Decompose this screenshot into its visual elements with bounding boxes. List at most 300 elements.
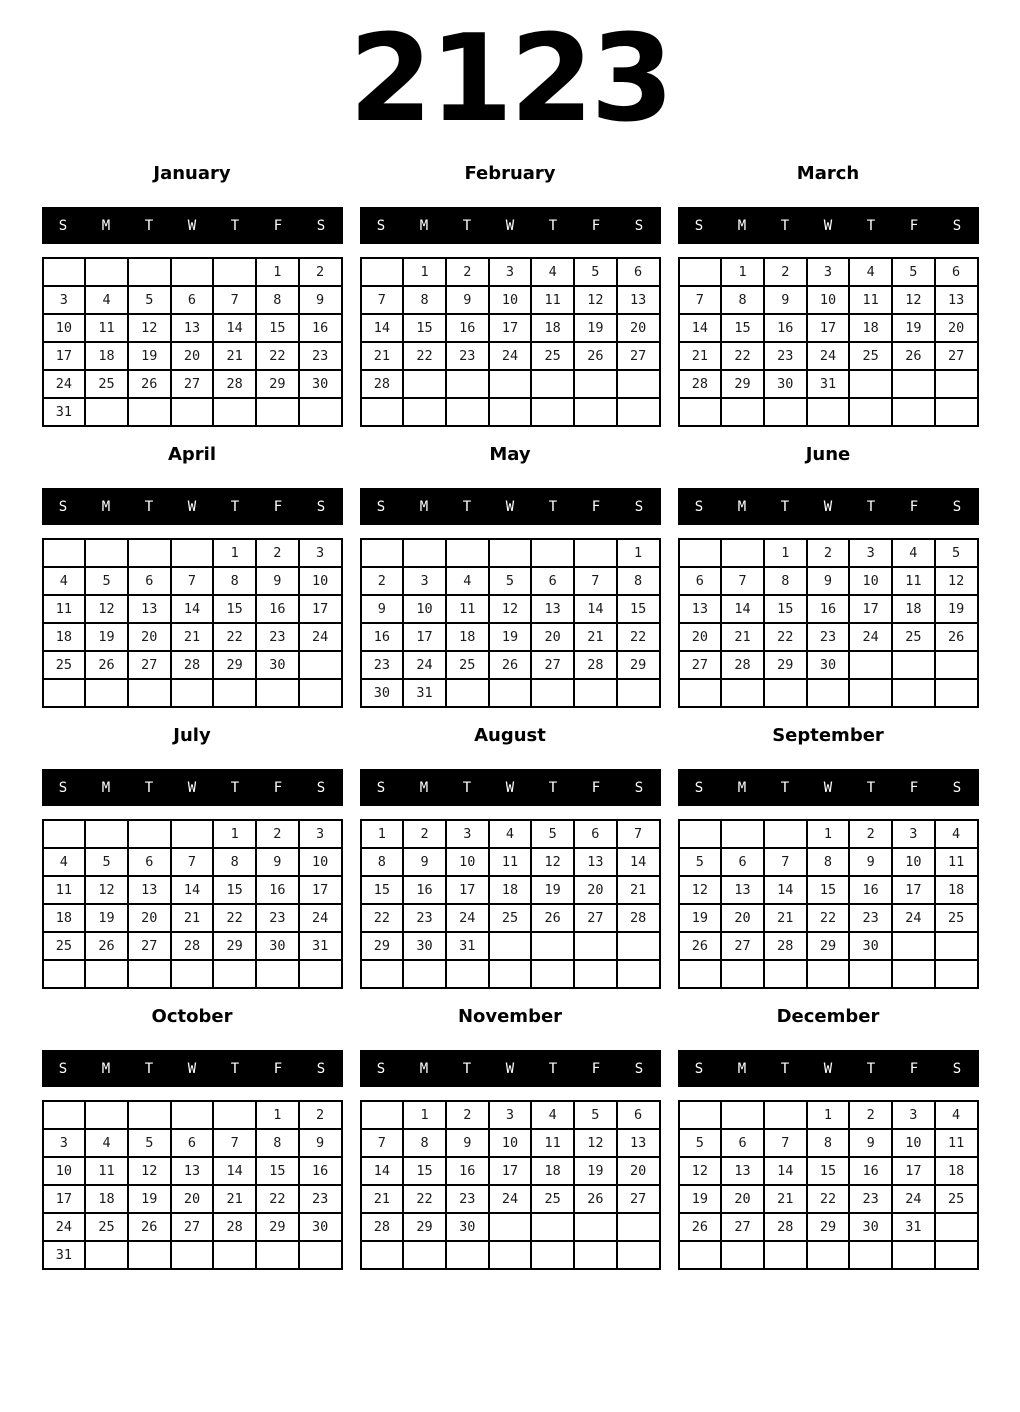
day-cell: 29	[764, 651, 807, 679]
day-cell: 7	[617, 820, 660, 848]
day-cell: 29	[807, 932, 850, 960]
empty-day-cell	[617, 1241, 660, 1269]
day-cell: 27	[171, 370, 214, 398]
week-row	[361, 286, 660, 314]
day-cell: 16	[849, 876, 892, 904]
day-cell: 23	[807, 623, 850, 651]
month-block	[360, 445, 661, 708]
day-cell: 22	[617, 623, 660, 651]
day-cell: 21	[361, 1185, 404, 1213]
day-cell: 7	[213, 286, 256, 314]
week-row	[43, 1213, 342, 1241]
day-cell: 2	[403, 820, 446, 848]
day-cell: 1	[403, 258, 446, 286]
day-cell: 2	[446, 1101, 489, 1129]
week-row	[679, 932, 978, 960]
empty-day-cell	[171, 820, 214, 848]
day-cell: 26	[892, 342, 935, 370]
empty-day-cell	[617, 679, 660, 707]
day-cell: 1	[807, 820, 850, 848]
day-cell: 31	[892, 1213, 935, 1241]
day-cell: 6	[531, 567, 574, 595]
empty-day-cell	[574, 960, 617, 988]
weekday-header-row	[360, 769, 661, 806]
week-row	[43, 1157, 342, 1185]
day-cell: 4	[935, 820, 978, 848]
day-cell: 15	[807, 876, 850, 904]
weekday-label: T	[462, 217, 472, 234]
week-row	[361, 314, 660, 342]
day-cell: 30	[256, 651, 299, 679]
empty-day-cell	[531, 1241, 574, 1269]
day-cell: 25	[849, 342, 892, 370]
weekday-label: W	[823, 1060, 833, 1077]
day-cell: 14	[171, 595, 214, 623]
day-cell: 23	[446, 342, 489, 370]
day-cell: 27	[679, 651, 722, 679]
week-row	[361, 848, 660, 876]
empty-day-cell	[361, 398, 404, 426]
day-cell: 12	[531, 848, 574, 876]
day-cell: 3	[446, 820, 489, 848]
day-cell: 21	[171, 904, 214, 932]
day-cell: 1	[764, 539, 807, 567]
day-cell: 25	[935, 1185, 978, 1213]
weekday-label: W	[505, 498, 515, 515]
day-cell: 24	[43, 1213, 86, 1241]
empty-day-cell	[849, 651, 892, 679]
day-cell: 1	[213, 820, 256, 848]
week-row	[361, 820, 660, 848]
week-row	[679, 370, 978, 398]
weekday-label: T	[866, 498, 876, 515]
empty-day-cell	[403, 539, 446, 567]
week-row	[43, 398, 342, 426]
day-cell: 30	[256, 932, 299, 960]
day-cell: 10	[849, 567, 892, 595]
empty-day-cell	[446, 1241, 489, 1269]
weekday-header-row	[42, 1050, 343, 1087]
weekday-header-row	[42, 488, 343, 525]
day-cell: 7	[764, 1129, 807, 1157]
date-grid	[360, 257, 661, 427]
day-cell: 27	[171, 1213, 214, 1241]
week-row	[43, 314, 342, 342]
day-cell: 25	[43, 651, 86, 679]
week-row	[679, 1185, 978, 1213]
week-row	[361, 904, 660, 932]
weekday-label: W	[505, 779, 515, 796]
week-row	[679, 286, 978, 314]
weekday-header-row	[678, 1050, 979, 1087]
empty-day-cell	[85, 960, 128, 988]
empty-day-cell	[531, 932, 574, 960]
day-cell: 16	[446, 1157, 489, 1185]
week-row	[679, 651, 978, 679]
date-grid	[360, 538, 661, 708]
empty-day-cell	[171, 398, 214, 426]
day-cell: 20	[679, 623, 722, 651]
month-block	[42, 726, 343, 989]
day-cell: 14	[361, 1157, 404, 1185]
weekday-label: S	[316, 217, 326, 234]
date-grid	[42, 819, 343, 989]
week-row	[43, 539, 342, 567]
day-cell: 2	[849, 820, 892, 848]
weekday-header-row	[42, 207, 343, 244]
month-block	[678, 1007, 979, 1270]
day-cell: 5	[574, 1101, 617, 1129]
date-grid	[42, 538, 343, 708]
day-cell: 16	[403, 876, 446, 904]
day-cell: 20	[617, 1157, 660, 1185]
day-cell: 4	[43, 848, 86, 876]
empty-day-cell	[361, 960, 404, 988]
week-row	[361, 1101, 660, 1129]
empty-day-cell	[213, 1241, 256, 1269]
day-cell: 7	[171, 848, 214, 876]
empty-day-cell	[489, 539, 532, 567]
day-cell: 30	[849, 932, 892, 960]
day-cell: 29	[213, 932, 256, 960]
day-cell: 27	[721, 1213, 764, 1241]
empty-day-cell	[299, 651, 342, 679]
day-cell: 17	[807, 314, 850, 342]
day-cell: 18	[531, 314, 574, 342]
day-cell: 19	[935, 595, 978, 623]
day-cell: 28	[361, 1213, 404, 1241]
empty-day-cell	[489, 1241, 532, 1269]
day-cell: 1	[721, 258, 764, 286]
week-row	[361, 679, 660, 707]
day-cell: 7	[764, 848, 807, 876]
empty-day-cell	[446, 370, 489, 398]
weekday-label: S	[316, 1060, 326, 1077]
empty-day-cell	[764, 820, 807, 848]
week-row	[361, 932, 660, 960]
day-cell: 31	[446, 932, 489, 960]
day-cell: 27	[721, 932, 764, 960]
day-cell: 18	[935, 876, 978, 904]
day-cell: 28	[213, 1213, 256, 1241]
week-row	[43, 1129, 342, 1157]
weekday-label: T	[144, 217, 154, 234]
weekday-label: T	[548, 498, 558, 515]
weekday-label: T	[230, 1060, 240, 1077]
day-cell: 3	[43, 286, 86, 314]
day-cell: 23	[299, 1185, 342, 1213]
week-row	[361, 623, 660, 651]
day-cell: 24	[489, 1185, 532, 1213]
day-cell: 9	[256, 567, 299, 595]
day-cell: 2	[256, 820, 299, 848]
day-cell: 30	[361, 679, 404, 707]
weekday-label: T	[548, 1060, 558, 1077]
empty-day-cell	[213, 258, 256, 286]
day-cell: 5	[679, 848, 722, 876]
weekday-label: F	[591, 217, 601, 234]
day-cell: 5	[892, 258, 935, 286]
empty-day-cell	[85, 820, 128, 848]
day-cell: 22	[764, 623, 807, 651]
day-cell: 6	[128, 567, 171, 595]
day-cell: 9	[256, 848, 299, 876]
empty-day-cell	[574, 539, 617, 567]
empty-day-cell	[43, 539, 86, 567]
month-block	[360, 1007, 661, 1270]
day-cell: 21	[721, 623, 764, 651]
empty-day-cell	[531, 960, 574, 988]
day-cell: 25	[85, 1213, 128, 1241]
day-cell: 24	[807, 342, 850, 370]
month-block	[42, 164, 343, 427]
empty-day-cell	[935, 370, 978, 398]
empty-day-cell	[489, 370, 532, 398]
day-cell: 13	[128, 876, 171, 904]
empty-day-cell	[213, 960, 256, 988]
day-cell: 9	[403, 848, 446, 876]
day-cell: 24	[446, 904, 489, 932]
empty-day-cell	[807, 960, 850, 988]
weekday-label: S	[316, 498, 326, 515]
day-cell: 19	[85, 623, 128, 651]
empty-day-cell	[849, 398, 892, 426]
day-cell: 11	[935, 848, 978, 876]
empty-day-cell	[446, 679, 489, 707]
weekday-label: F	[273, 1060, 283, 1077]
weekday-label: T	[462, 779, 472, 796]
day-cell: 8	[361, 848, 404, 876]
day-cell: 20	[721, 904, 764, 932]
weekday-label: T	[144, 498, 154, 515]
day-cell: 21	[213, 342, 256, 370]
empty-day-cell	[128, 398, 171, 426]
month-name: June	[805, 444, 851, 465]
day-cell: 31	[807, 370, 850, 398]
day-cell: 20	[935, 314, 978, 342]
day-cell: 26	[574, 1185, 617, 1213]
week-row	[679, 342, 978, 370]
day-cell: 8	[807, 848, 850, 876]
week-row	[43, 1241, 342, 1269]
week-row	[43, 679, 342, 707]
day-cell: 13	[721, 1157, 764, 1185]
day-cell: 5	[85, 848, 128, 876]
week-row	[43, 1101, 342, 1129]
weekday-header-row	[678, 769, 979, 806]
day-cell: 6	[128, 848, 171, 876]
empty-day-cell	[764, 398, 807, 426]
day-cell: 13	[171, 1157, 214, 1185]
weekday-label: T	[230, 779, 240, 796]
day-cell: 28	[679, 370, 722, 398]
day-cell: 26	[574, 342, 617, 370]
day-cell: 11	[85, 1157, 128, 1185]
day-cell: 6	[679, 567, 722, 595]
empty-day-cell	[171, 258, 214, 286]
weekday-label: F	[909, 498, 919, 515]
week-row	[43, 651, 342, 679]
day-cell: 2	[299, 1101, 342, 1129]
day-cell: 13	[679, 595, 722, 623]
day-cell: 21	[764, 1185, 807, 1213]
day-cell: 6	[721, 848, 764, 876]
day-cell: 11	[446, 595, 489, 623]
empty-day-cell	[531, 1213, 574, 1241]
day-cell: 24	[403, 651, 446, 679]
weekday-label: T	[780, 1060, 790, 1077]
day-cell: 7	[361, 1129, 404, 1157]
day-cell: 4	[446, 567, 489, 595]
empty-day-cell	[721, 679, 764, 707]
day-cell: 29	[403, 1213, 446, 1241]
day-cell: 29	[361, 932, 404, 960]
day-cell: 14	[361, 314, 404, 342]
day-cell: 28	[721, 651, 764, 679]
weekday-label: W	[187, 779, 197, 796]
day-cell: 10	[299, 848, 342, 876]
day-cell: 18	[446, 623, 489, 651]
week-row	[361, 1157, 660, 1185]
day-cell: 13	[531, 595, 574, 623]
empty-day-cell	[213, 1101, 256, 1129]
day-cell: 10	[43, 1157, 86, 1185]
empty-day-cell	[892, 398, 935, 426]
empty-day-cell	[574, 679, 617, 707]
empty-day-cell	[446, 539, 489, 567]
week-row	[361, 398, 660, 426]
empty-day-cell	[128, 258, 171, 286]
day-cell: 20	[171, 1185, 214, 1213]
day-cell: 23	[299, 342, 342, 370]
month-block	[42, 1007, 343, 1270]
day-cell: 24	[892, 904, 935, 932]
day-cell: 10	[403, 595, 446, 623]
day-cell: 9	[446, 1129, 489, 1157]
day-cell: 6	[617, 258, 660, 286]
date-grid	[678, 538, 979, 708]
weekday-label: S	[376, 779, 386, 796]
day-cell: 10	[43, 314, 86, 342]
empty-day-cell	[43, 1101, 86, 1129]
day-cell: 4	[85, 286, 128, 314]
day-cell: 6	[171, 1129, 214, 1157]
day-cell: 17	[403, 623, 446, 651]
day-cell: 24	[892, 1185, 935, 1213]
weekday-label: S	[952, 1060, 962, 1077]
empty-day-cell	[807, 679, 850, 707]
day-cell: 7	[574, 567, 617, 595]
day-cell: 11	[531, 286, 574, 314]
weekday-label: M	[737, 1060, 747, 1077]
day-cell: 24	[849, 623, 892, 651]
day-cell: 1	[403, 1101, 446, 1129]
day-cell: 1	[617, 539, 660, 567]
day-cell: 20	[574, 876, 617, 904]
empty-day-cell	[892, 1241, 935, 1269]
weekday-label: S	[694, 498, 704, 515]
day-cell: 26	[128, 1213, 171, 1241]
day-cell: 13	[935, 286, 978, 314]
day-cell: 9	[446, 286, 489, 314]
day-cell: 9	[299, 286, 342, 314]
empty-day-cell	[171, 1101, 214, 1129]
day-cell: 23	[256, 623, 299, 651]
empty-day-cell	[171, 1241, 214, 1269]
day-cell: 20	[171, 342, 214, 370]
day-cell: 1	[361, 820, 404, 848]
day-cell: 7	[171, 567, 214, 595]
empty-day-cell	[721, 539, 764, 567]
day-cell: 21	[361, 342, 404, 370]
weekday-label: W	[187, 1060, 197, 1077]
weekday-label: T	[230, 498, 240, 515]
empty-day-cell	[85, 1241, 128, 1269]
day-cell: 30	[849, 1213, 892, 1241]
day-cell: 11	[531, 1129, 574, 1157]
empty-day-cell	[849, 1241, 892, 1269]
day-cell: 22	[403, 1185, 446, 1213]
weekday-label: T	[866, 217, 876, 234]
empty-day-cell	[128, 1241, 171, 1269]
weekday-label: S	[634, 217, 644, 234]
day-cell: 22	[256, 342, 299, 370]
day-cell: 17	[43, 342, 86, 370]
empty-day-cell	[849, 679, 892, 707]
month-block	[360, 726, 661, 989]
empty-day-cell	[128, 1101, 171, 1129]
day-cell: 28	[171, 932, 214, 960]
week-row	[43, 904, 342, 932]
empty-day-cell	[489, 1213, 532, 1241]
empty-day-cell	[128, 820, 171, 848]
day-cell: 27	[617, 342, 660, 370]
day-cell: 17	[446, 876, 489, 904]
empty-day-cell	[764, 679, 807, 707]
day-cell: 18	[935, 1157, 978, 1185]
day-cell: 26	[679, 932, 722, 960]
day-cell: 24	[299, 904, 342, 932]
day-cell: 5	[935, 539, 978, 567]
day-cell: 8	[403, 286, 446, 314]
empty-day-cell	[679, 1101, 722, 1129]
empty-day-cell	[213, 398, 256, 426]
day-cell: 25	[531, 1185, 574, 1213]
day-cell: 22	[361, 904, 404, 932]
week-row	[43, 960, 342, 988]
empty-day-cell	[849, 370, 892, 398]
day-cell: 18	[43, 623, 86, 651]
week-row	[679, 1101, 978, 1129]
day-cell: 17	[489, 1157, 532, 1185]
month-name: February	[464, 163, 556, 184]
day-cell: 30	[446, 1213, 489, 1241]
day-cell: 30	[764, 370, 807, 398]
empty-day-cell	[403, 960, 446, 988]
day-cell: 29	[256, 370, 299, 398]
day-cell: 6	[171, 286, 214, 314]
empty-day-cell	[721, 960, 764, 988]
weekday-label: S	[952, 779, 962, 796]
empty-day-cell	[935, 1241, 978, 1269]
empty-day-cell	[256, 679, 299, 707]
weekday-header-row	[42, 769, 343, 806]
day-cell: 21	[679, 342, 722, 370]
date-grid	[42, 1100, 343, 1270]
day-cell: 8	[764, 567, 807, 595]
day-cell: 8	[256, 286, 299, 314]
day-cell: 19	[574, 1157, 617, 1185]
